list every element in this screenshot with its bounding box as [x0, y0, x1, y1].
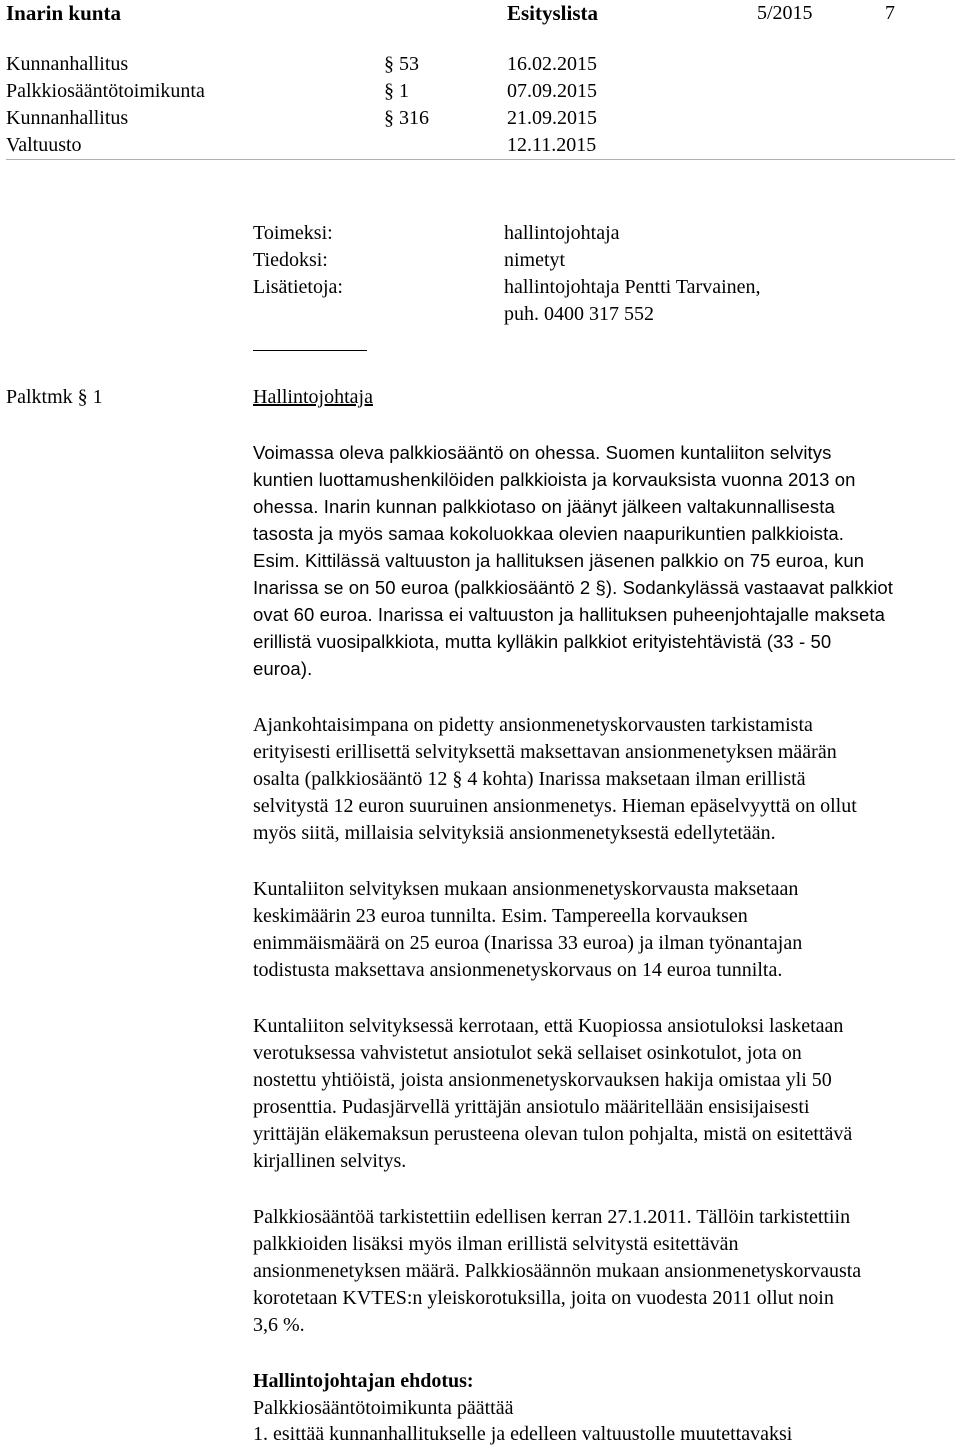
text-line: kuntien luottamushenkilöiden palkkioista ja korvauksista vuonna 2013 on — [253, 469, 856, 490]
toimeksi-label: Toimeksi: — [253, 222, 333, 244]
text-line: Voimassa oleva palkkiosääntö on ohessa. Suomen kuntaliiton selvitys — [253, 442, 832, 463]
text-line: erillistä vuosipalkkiota, mutta kylläkin palkkiot erityistehtävistä (33 - 50 — [253, 631, 832, 652]
paragraph-kuntaliitto-average — [253, 876, 953, 984]
history-date: 07.09.2015 — [507, 80, 597, 102]
section-reference: Palktmk § 1 — [6, 386, 103, 408]
municipality-name: Inarin kunta — [6, 1, 121, 25]
text-line: kirjallinen selvitys. — [253, 1150, 407, 1172]
proposal-intro: Palkkiosääntötoimikunta päättää — [253, 1397, 514, 1419]
proposal-item-1: 1. esittää kunnanhallitukselle ja edelleen valtuustolle muutettavaksi — [253, 1423, 793, 1445]
text-line: ohessa. Inarin kunnan palkkiotaso on jäänyt jälkeen valtakunnallisesta — [253, 496, 835, 517]
history-section-sign: § — [384, 80, 394, 102]
history-section-sign: § — [384, 53, 394, 75]
toimeksi-value: hallintojohtaja — [504, 222, 620, 244]
history-body: Kunnanhallitus — [6, 107, 129, 129]
history-body: Palkkiosääntötoimikunta — [6, 80, 205, 102]
proposal-heading: Hallintojohtajan ehdotus: — [253, 1370, 474, 1392]
text-line: myös siitä, millaisia selvityksiä ansionmenetyksestä edellytetään. — [253, 822, 776, 844]
text-line: ansionmenetyksen määrä. Palkkiosäännön mukaan ansionmenetyskorvausta — [253, 1260, 862, 1282]
history-date: 16.02.2015 — [507, 53, 597, 75]
short-divider — [253, 350, 367, 351]
text-line: keskimäärin 23 euroa tunnilta. Esim. Tampereella korvauksen — [253, 905, 748, 927]
document-type: Esityslista — [507, 1, 599, 25]
text-line: enimmäismäärä on 25 euroa (Inarissa 33 euroa) ja ilman työnantajan — [253, 932, 803, 954]
document-number: 5/2015 — [757, 2, 813, 24]
history-body: Valtuusto — [6, 134, 82, 156]
history-date: 12.11.2015 — [507, 134, 597, 156]
paragraph-earned-income — [253, 1013, 953, 1175]
text-line: Palkkiosääntöä tarkistettiin edellisen kerran 27.1.2011. Tällöin tarkistettiin — [253, 1206, 851, 1228]
lisatietoja-label: Lisätietoja: — [253, 276, 343, 298]
paragraph-current-rules — [253, 439, 953, 682]
paragraph-last-revision — [253, 1204, 953, 1339]
history-number: 1 — [399, 80, 409, 102]
contact-phone: puh. 0400 317 552 — [504, 303, 654, 325]
text-line: korotetaan KVTES:n yleiskorotuksilla, joita on vuodesta 2011 ollut noin — [253, 1287, 834, 1309]
text-line: Ajankohtaisimpana on pidetty ansionmenetyskorvausten tarkistamista — [253, 714, 813, 736]
text-line: Esim. Kittilässä valtuuston ja hallituksen jäsenen palkkio on 75 euroa, kun — [253, 550, 865, 571]
text-line: verotuksessa vahvistetut ansiotulot sekä sellaiset osinkotulot, jota on — [253, 1042, 802, 1064]
text-line: ovat 60 euroa. Inarissa ei valtuuston ja hallituksen puheenjohtajalle makseta — [253, 604, 885, 625]
text-line: palkkioiden lisäksi myös ilman erillistä selvitystä esitettävän — [253, 1233, 739, 1255]
text-line: euroa). — [253, 658, 313, 679]
text-line: Inarissa se on 50 euroa (palkkiosääntö 2 §). Sodankylässä vastaavat palkkiot — [253, 577, 894, 598]
text-line: tasosta ja myös samaa kokoluokkaa olevien naapurikuntien palkkioista. — [253, 523, 845, 544]
tiedoksi-label: Tiedoksi: — [253, 249, 328, 271]
text-line: erityisesti erillisettä selvityksettä maksettavan ansionmenetyksen määrän — [253, 741, 837, 763]
text-line: yrittäjän eläkemaksun perusteena olevan tulon pohjalta, mistä on esitettävä — [253, 1123, 853, 1145]
history-body: Kunnanhallitus — [6, 53, 129, 75]
section-title: Hallintojohtaja — [253, 386, 373, 408]
text-line: nostettu yhtiöistä, joista ansionmenetyskorvauksen hakija omistaa yli 50 — [253, 1069, 832, 1091]
history-number: 316 — [399, 107, 429, 129]
text-line: Kuntaliiton selvityksen mukaan ansionmenetyskorvausta maksetaan — [253, 878, 799, 900]
text-line: todistusta maksettava ansionmenetyskorvaus on 14 euroa tunnilta. — [253, 959, 783, 981]
text-line: selvitystä 12 euron suuruinen ansionmenetys. Hieman epäselvyyttä on ollut — [253, 795, 857, 817]
paragraph-income-loss — [253, 712, 953, 847]
text-line: 3,6 %. — [253, 1314, 305, 1336]
page-number: 7 — [885, 2, 895, 24]
history-number: 53 — [399, 53, 419, 75]
header-divider — [6, 159, 955, 160]
text-line: prosenttia. Pudasjärvellä yrittäjän ansiotulo määritellään ensisijaisesti — [253, 1096, 810, 1118]
history-date: 21.09.2015 — [507, 107, 597, 129]
history-section-sign: § — [384, 107, 394, 129]
text-line: osalta (palkkiosääntö 12 § 4 kohta) Inarissa maksetaan ilman erillistä — [253, 768, 806, 790]
tiedoksi-value: nimetyt — [504, 249, 566, 271]
lisatietoja-value: hallintojohtaja Pentti Tarvainen, — [504, 276, 761, 298]
text-line: Kuntaliiton selvityksessä kerrotaan, että Kuopiossa ansiotuloksi lasketaan — [253, 1015, 844, 1037]
